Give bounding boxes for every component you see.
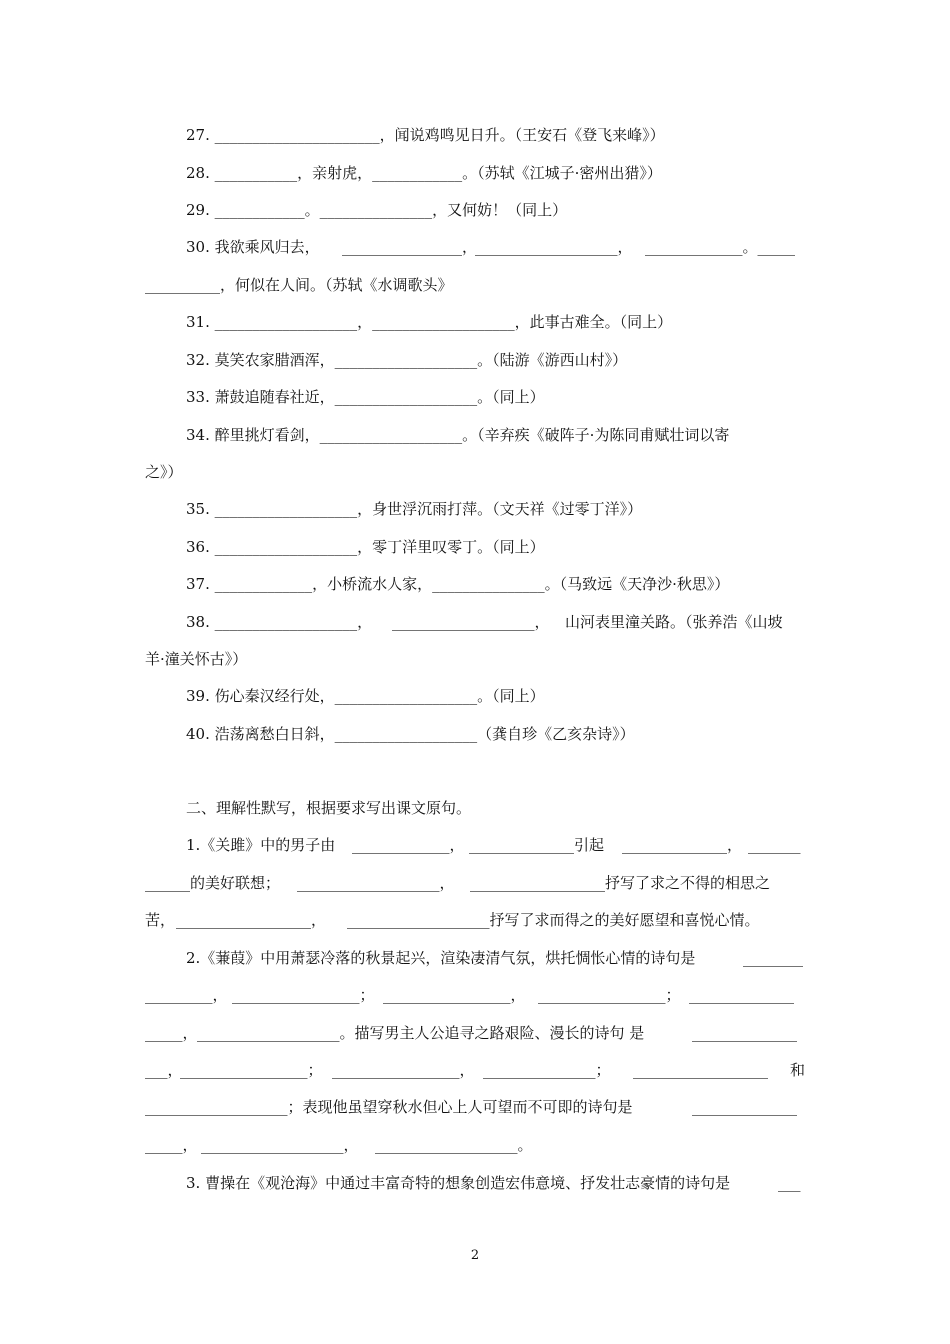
line-text: 35. ___________________，身世浮沉雨打萍。（文天祥《过零丁洋》） [186, 500, 643, 518]
blank: ___________________， [392, 613, 550, 631]
question-2-cont5 [0, 1130, 950, 1160]
line-38-cont [0, 644, 950, 674]
line-text: 1.《关雎》中的男子由 [186, 836, 336, 854]
line-text: 32. 莫笑农家腊酒浑，___________________。（陆游《游西山村》） [186, 351, 628, 369]
line-39 [0, 681, 950, 711]
blank: _________________； [232, 986, 375, 1004]
blank: ______________， [622, 836, 743, 854]
blank: _________________； [538, 986, 681, 1004]
line-text: 27. ______________________，闻说鸡鸣见日升。（王安石《登飞来峰》） [186, 126, 665, 144]
blank: _________________， [383, 986, 526, 1004]
line-28 [0, 158, 950, 188]
page-number: 2 [470, 1248, 480, 1263]
blank: ___________________， [297, 874, 455, 892]
question-1-cont2 [0, 905, 950, 935]
line-text: ______的美好联想； [145, 874, 281, 892]
blank: ___________________， [475, 238, 633, 256]
blank: ______________ [692, 1024, 797, 1042]
question-1-cont1 [0, 868, 950, 898]
line-30-cont [0, 270, 950, 300]
line-text: 37. _____________，小桥流水人家，_______________。（马致远《天净沙·秋思》） [186, 575, 730, 593]
blank: __________________， [176, 911, 327, 929]
line-text: __________________抒写了求之不得的相思之 [470, 874, 771, 892]
line-text: 羊·潼关怀古》） [145, 650, 248, 668]
line-text: 28. ___________，亲射虎，____________。（苏轼《江城子·密州出猎》） [186, 164, 662, 182]
blank: _____________， [352, 836, 465, 854]
line-text: ______________引起 [469, 836, 605, 854]
line-text: 40. 浩荡离愁白日斜，___________________（龚自珍《乙亥杂诗》） [186, 725, 635, 743]
question-2-cont3 [0, 1055, 950, 1085]
blank: _____________。_____ [645, 238, 796, 256]
question-2 [0, 943, 950, 973]
line-text: 39. 伤心秦汉经行处，___________________。（同上） [186, 687, 545, 705]
line-37 [0, 569, 950, 599]
line-33 [0, 382, 950, 412]
line-text: __________，何似在人间。（苏轼《水调歌头》 [145, 276, 453, 294]
line-text: 38. ___________________， [186, 613, 373, 631]
blank: __________________ [633, 1061, 768, 1079]
line-text: ___________________。描写男主人公追寻之路艰险、漫长的诗句 是 [197, 1024, 645, 1042]
line-text: 31. ___________________，___________________，此事古难全。（同上） [186, 313, 673, 331]
line-38 [0, 607, 950, 637]
line-text: 30. 我欲乘风归去， [186, 238, 320, 256]
blank: ________________， [342, 238, 478, 256]
blank: _________， [145, 986, 228, 1004]
section-heading [0, 793, 950, 823]
blank: ___ [778, 1174, 801, 1192]
line-text: 34. 醉里挑灯看剑，___________________。（辛弃疾《破阵子·为陈同甫赋壮词以寄 [186, 426, 730, 444]
line-40 [0, 719, 950, 749]
blank: _________________； [180, 1061, 323, 1079]
line-text: ___________________；表现他虽望穿秋水但心上人可望而不可即的诗句是 [145, 1098, 633, 1116]
line-29 [0, 195, 950, 225]
question-3 [0, 1168, 950, 1198]
blank: _____， [145, 1024, 198, 1042]
blank: _____， [145, 1136, 198, 1154]
line-text: 2.《蒹葭》中用萧瑟冷落的秋景起兴，渲染凄清气氛，烘托惆怅心情的诗句是 [186, 949, 696, 967]
line-text: ___________________。 [375, 1136, 533, 1154]
line-32 [0, 345, 950, 375]
line-text: 之》） [145, 463, 183, 481]
blank: ___， [145, 1061, 183, 1079]
line-36 [0, 532, 950, 562]
line-35 [0, 494, 950, 524]
blank: _______ [748, 836, 801, 854]
question-1 [0, 830, 950, 860]
section-title: 二、理解性默写，根据要求写出课文原句。 [186, 799, 472, 817]
line-34 [0, 420, 950, 450]
line-text: 33. 萧鼓追随春社近，___________________。（同上） [186, 388, 545, 406]
blank: ______________ [689, 986, 794, 1004]
blank: _______________； [483, 1061, 611, 1079]
question-2-cont4 [0, 1092, 950, 1122]
line-text: 29. ____________。_______________，又何妨！（同上） [186, 201, 568, 219]
line-text: 山河表里潼关路。（张养浩《山坡 [565, 613, 783, 631]
blank: ______________ [692, 1098, 797, 1116]
line-text: ___________________抒写了求而得之的美好愿望和喜悦心情。 [347, 911, 760, 929]
question-2-cont2 [0, 1018, 950, 1048]
line-30 [0, 232, 950, 262]
line-27 [0, 120, 950, 150]
line-text: 苦， [145, 911, 176, 929]
line-text: 3. 曹操在《观沧海》中通过丰富奇特的想象创造宏伟意境、抒发壮志豪情的诗句是 [186, 1174, 731, 1192]
line-34-cont [0, 457, 950, 487]
line-text: 36. ___________________，零丁洋里叹零丁。（同上） [186, 538, 545, 556]
blank: _________________， [332, 1061, 475, 1079]
blank: ________ [743, 949, 803, 967]
question-2-cont1 [0, 980, 950, 1010]
line-text: 和 [790, 1061, 806, 1079]
line-31 [0, 307, 950, 337]
blank: ___________________， [201, 1136, 359, 1154]
